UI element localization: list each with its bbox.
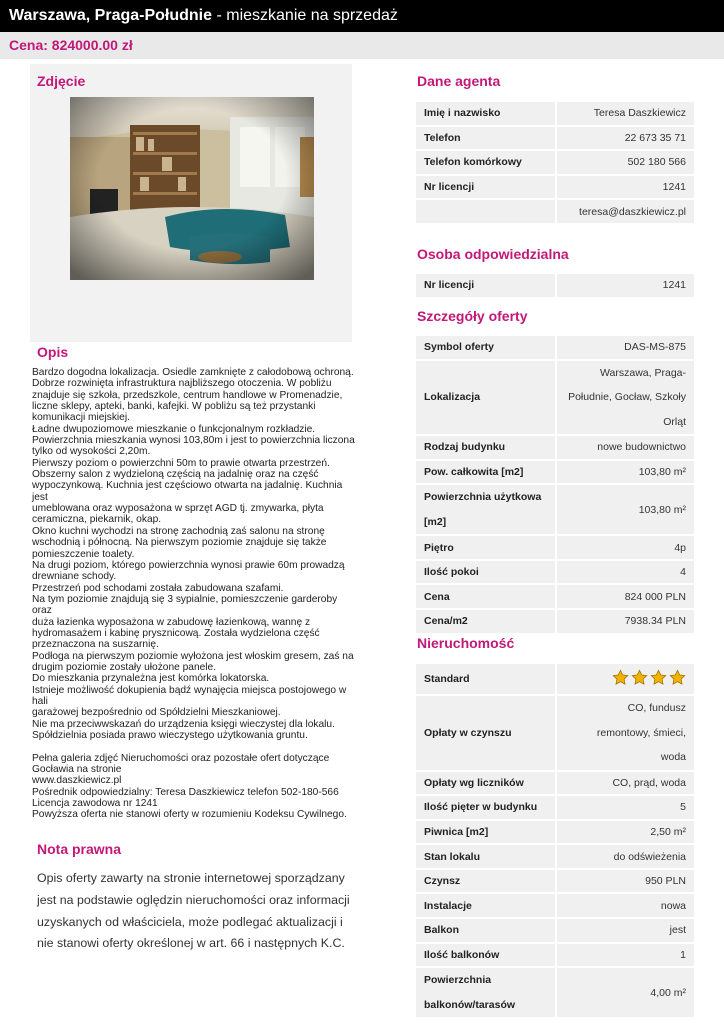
description-line: www.daszkiewicz.pl [32,775,122,787]
description-line: Licencja zawodowa nr 1241 [32,798,158,810]
row-label-line: Powierzchnia użytkowa [424,491,542,504]
row-label: Imię i nazwisko [416,102,557,125]
row-value-line: woda [660,751,686,763]
row-value: 4p [557,536,694,559]
table-row [416,968,694,1017]
table-row [416,894,694,917]
row-value-line: Orląt [663,415,686,428]
row-label: Telefon komórkowy [416,151,557,174]
description-line: wschodnią i północną. Na pierwszym poziomie znajduje się także [32,537,327,549]
table-row [416,127,694,150]
description-line: Podłoga na pierwszym poziomie wyłożona jest włoskim gresem, zaś na [32,650,354,662]
table-row [416,585,694,608]
row-value [557,361,694,435]
row-label: Opłaty wg liczników [416,772,557,795]
photo-section-title: Zdjęcie [37,73,86,89]
description-title: Opis [37,344,69,360]
table-row [416,821,694,844]
description-line: liczne sklepy, apteki, banki, kafejki. W pobliżu są też przystanki [32,401,316,413]
table-row [416,870,694,893]
table-row [416,536,694,559]
star-icon [669,669,686,686]
table-row [416,361,694,435]
table-row [416,696,694,770]
table-row [416,919,694,942]
description-line: drugim poziomie zostały ułożone panele. [32,661,217,673]
row-value: 1241 [557,176,694,199]
row-label: Opłaty w czynszu [416,696,557,770]
description-line: duża łazienka wyposażona w zabudowę łazienkową, wannę z [32,616,311,628]
page-header [0,0,724,32]
row-value: 103,80 m² [557,485,694,534]
legal-note-text [37,868,355,955]
description-line: Powyższa oferta nie stanowi oferty w rozumieniu Kodeksu Cywilnego. [32,809,347,821]
description-line: Do mieszkania przynależna jest komórka lokatorska. [32,673,270,685]
description-line: drewniane schody. [32,571,117,583]
description-line: Powierzchnia mieszkania wynosi 103,80m i jest to powierzchnia liczona [32,435,355,447]
row-value: CO, prąd, woda [557,772,694,795]
description-line: wypoczynkową. Kuchnia jest częściowo otwarta na jadalnię. Kuchnia jest [32,480,343,503]
property-table [416,662,694,1019]
description-line: Dobrze rozwinięta infrastruktura najbliższego otoczenia. W pobliżu [32,378,332,390]
header-location: Warszawa, Praga-Południe [9,7,213,24]
row-label: Ilość balkonów [416,944,557,967]
legal-note-line: Opis oferty zawarty na stronie internetowej sporządzany [37,871,345,885]
description-line: przeznaczona na suszarnię. [32,639,159,651]
row-value: 7938.34 PLN [557,610,694,633]
row-value: 824 000 PLN [557,585,694,608]
row-label: Ilość pokoi [416,561,557,584]
table-row [416,796,694,819]
star-icon [612,669,629,686]
table-row [416,610,694,633]
description-line: Na drugi poziom, którego powierzchnia wynosi prawie 60m prowadzą [32,559,345,571]
row-label: Nr licencji [416,176,557,199]
legal-note-line: jest na podstawie oględzin nieruchomości oraz informacji [37,892,350,907]
row-label: Nr licencji [416,274,557,297]
legal-note-line: uzyskanych od właściciela, może podlegać aktualizacji i [37,914,343,929]
description-line: garażowej bezpośrednio od Spółdzielni Mieszkaniowej. [32,707,281,719]
table-row [416,102,694,125]
living-room-photo-icon [70,97,314,280]
row-label: Telefon [416,127,557,150]
row-value: 950 PLN [557,870,694,893]
table-row [416,845,694,868]
description-line: Okno kuchni wychodzi na stronę zachodnią zaś salonu na stronę [32,525,325,537]
price-band [0,32,724,59]
agent-table [416,100,694,225]
description-line: znajduje się szkoła, przedszkole, centrum handlowe w Promenadzie, [32,389,343,401]
description-line: Ładne dwupoziomowe mieszkanie o funkcjonalnym rozkładzie. [32,423,316,435]
row-label: Standard [416,664,557,694]
row-label: Czynsz [416,870,557,893]
row-value-line: CO, fundusz [627,702,686,714]
row-label: Piwnica [m2] [416,821,557,844]
description-line: hydromasażem i kabinę prysznicową. Została wydzielona część [32,627,320,639]
description-line: Spółdzielnia posiada prawo wieczystego użytkowania gruntu. [32,730,308,741]
table-row [416,772,694,795]
row-label-line: balkonów/tarasów [424,998,516,1011]
row-value-line: remontowy, śmieci, [596,726,686,739]
agent-section-title: Dane agenta [417,73,501,89]
table-row [416,461,694,484]
row-value: 1241 [557,274,694,297]
row-value: 103,80 m² [557,461,694,484]
table-row [416,274,694,297]
row-value: 5 [557,796,694,819]
price-label: Cena: 824000.00 zł [9,37,133,53]
header-title-suffix: - mieszkanie na sprzedaż [212,7,398,24]
row-value: nowa [557,894,694,917]
responsible-table [416,272,694,299]
description-line: Na tym poziomie znajdują się 3 sypialnie, pomieszczenie garderoby oraz [32,593,338,617]
row-label-line: Powierzchnia [424,974,492,987]
table-row-standard [416,664,694,694]
description-line: ceramiczna, piekarnik, okap. [32,514,162,526]
legal-note-line: nie stanowi oferty określonej w art. 66 i następnych K.C. [37,936,345,951]
row-label: Instalacje [416,894,557,917]
row-label: Symbol oferty [416,336,557,359]
description-line: Pierwszy poziom o powierzchni 50m to prawie otwarta przestrzeń. [32,457,330,469]
row-value: do odświeżenia [557,845,694,868]
table-row [416,944,694,967]
description-line: Bardzo dogodna lokalizacja. Osiedle zamknięte z całodobową ochroną. [32,367,354,378]
table-row [416,436,694,459]
row-label [416,968,557,1017]
row-value [557,696,694,770]
description-line: Pełna galeria zdjęć Nieruchomości oraz pozostałe ofert dotyczące [32,752,330,764]
description-line [32,741,358,752]
row-label: Cena [416,585,557,608]
row-label [416,485,557,534]
table-row [416,176,694,199]
row-label: Stan lokalu [416,845,557,868]
offer-section-title: Szczegóły oferty [417,308,528,324]
table-row [416,151,694,174]
row-value: DAS-MS-875 [557,336,694,359]
row-value-line: Warszawa, Praga- [600,366,686,379]
legal-note-title: Nota prawna [37,841,122,857]
star-icon [631,669,648,686]
description-text [32,367,358,821]
row-label: Cena/m2 [416,610,557,633]
description-line: Przestrzeń pod schodami została zabudowana szafami. [32,582,284,594]
row-label: Lokalizacja [416,361,557,435]
row-label [416,200,557,223]
row-label: Rodzaj budynku [416,436,557,459]
description-line: komunikacji miejskiej. [32,412,130,424]
description-line: Nie ma przeciwwskazań do urządzenia księgi wieczystej dla lokalu. [32,718,335,730]
description-line: Pośrednik odpowiedzialny: Teresa Daszkiewicz telefon 502-180-566 [32,786,339,798]
row-label: Balkon [416,919,557,942]
star-icon [650,669,667,686]
row-value: teresa@daszkiewicz.pl [557,200,694,223]
row-value: nowe budownictwo [557,436,694,459]
table-row [416,485,694,534]
row-value: 22 673 35 71 [557,127,694,150]
row-value: jest [557,919,694,942]
description-line: Obszerny salon z wydzieloną częścią na jadalnię oraz na część [32,469,319,481]
row-label: Ilość pięter w budynku [416,796,557,819]
description-line: pomieszczenie toalety. [32,548,135,560]
row-value: 2,50 m² [557,821,694,844]
description-line: Istnieje możliwość dokupienia bądź wynajęcia miejsca postojowego w hali [32,684,347,707]
description-line: tylko od wysokości 2,20m. [32,446,151,458]
apartment-photo[interactable] [70,97,314,280]
row-label-line: [m2] [424,515,447,528]
table-row [416,200,694,223]
row-value: 502 180 566 [557,151,694,174]
row-value: Teresa Daszkiewicz [557,102,694,125]
standard-rating [557,664,694,694]
description-line: Gocławia na stronie [32,764,122,776]
offer-table [416,334,694,635]
property-section-title: Nieruchomość [417,635,515,651]
table-row [416,561,694,584]
description-line: umeblowana oraz wyposażona w sprzęt AGD tj. zmywarka, płyta [32,503,324,515]
row-value: 1 [557,944,694,967]
row-label: Piętro [416,536,557,559]
row-value: 4,00 m² [557,968,694,1017]
table-row [416,336,694,359]
responsible-section-title: Osoba odpowiedzialna [417,246,569,262]
row-value-line: Południe, Gocław, Szkoły [568,391,686,404]
row-value: 4 [557,561,694,584]
row-label: Pow. całkowita [m2] [416,461,557,484]
photo-section [30,64,352,342]
